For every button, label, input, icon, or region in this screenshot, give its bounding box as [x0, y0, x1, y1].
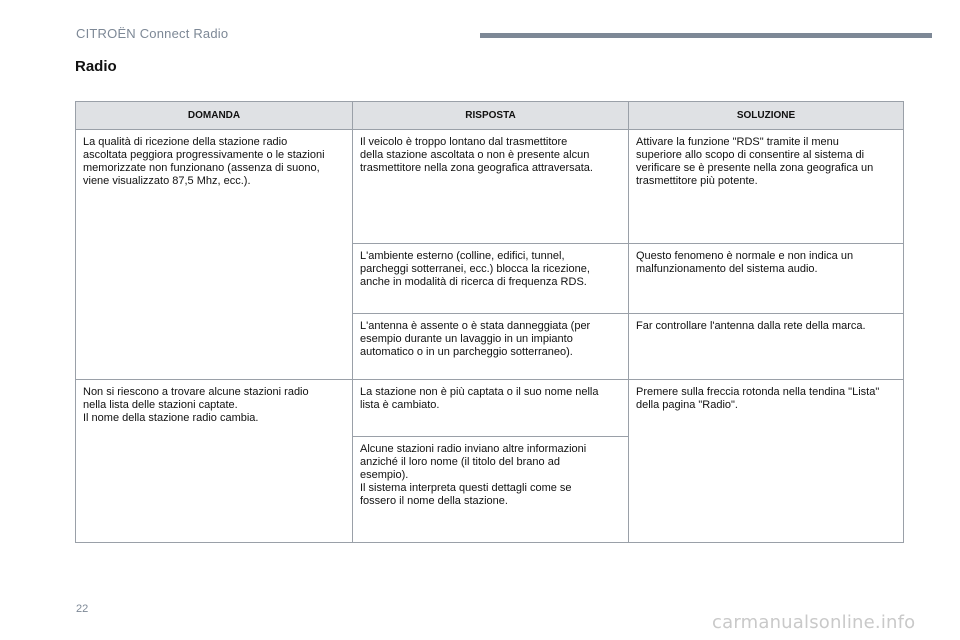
answer-cell: L'antenna è assente o è stata danneggiata (per esempio durante un lavaggio in un impianto automatico o in un parcheggio sotterraneo). [353, 314, 629, 380]
solution-cell: Questo fenomeno è normale e non indica un malfunzionamento del sistema audio. [629, 244, 904, 314]
answer-cell: Alcune stazioni radio inviano altre informazioni anziché il loro nome (il titolo del brano ad esempio). Il sistema interpreta questi dettagli come se fossero il nome della stazione. [353, 437, 629, 543]
solution-cell: Premere sulla freccia rotonda nella tendina "Lista" della pagina "Radio". [629, 380, 904, 543]
table-row [76, 130, 904, 244]
section-title: Radio [75, 58, 117, 75]
header-divider-bar [480, 33, 932, 38]
table-row [76, 380, 904, 437]
answer-cell: L'ambiente esterno (colline, edifici, tunnel, parcheggi sotterranei, ecc.) blocca la ricezione, anche in modalità di ricerca di frequenza RDS. [353, 244, 629, 314]
troubleshooting-table [75, 101, 904, 543]
site-watermark: carmanualsonline.info [712, 612, 916, 633]
answer-cell: La stazione non è più captata o il suo nome nella lista è cambiato. [353, 380, 629, 437]
question-cell: La qualità di ricezione della stazione radio ascoltata peggiora progressivamente o le stazioni memorizzate non funzionano (assenza di suono, viene visualizzato 87,5 Mhz, ecc.). [76, 130, 353, 380]
column-header-answer: RISPOSTA [353, 102, 629, 130]
answer-cell: Il veicolo è troppo lontano dal trasmettitore della stazione ascoltata o non è presente alcun trasmettitore nella zona geografica attraversata. [353, 130, 629, 244]
column-header-question: DOMANDA [76, 102, 353, 130]
table-header-row [76, 102, 904, 130]
column-header-solution: SOLUZIONE [629, 102, 904, 130]
document-header-title: CITROËN Connect Radio [76, 26, 229, 41]
solution-cell: Attivare la funzione "RDS" tramite il menu superiore allo scopo di consentire al sistema di verificare se è presente nella zona geografica un trasmettitore più potente. [629, 130, 904, 244]
solution-cell: Far controllare l'antenna dalla rete della marca. [629, 314, 904, 380]
page-number: 22 [76, 603, 89, 615]
question-cell: Non si riescono a trovare alcune stazioni radio nella lista delle stazioni captate. Il nome della stazione radio cambia. [76, 380, 353, 543]
